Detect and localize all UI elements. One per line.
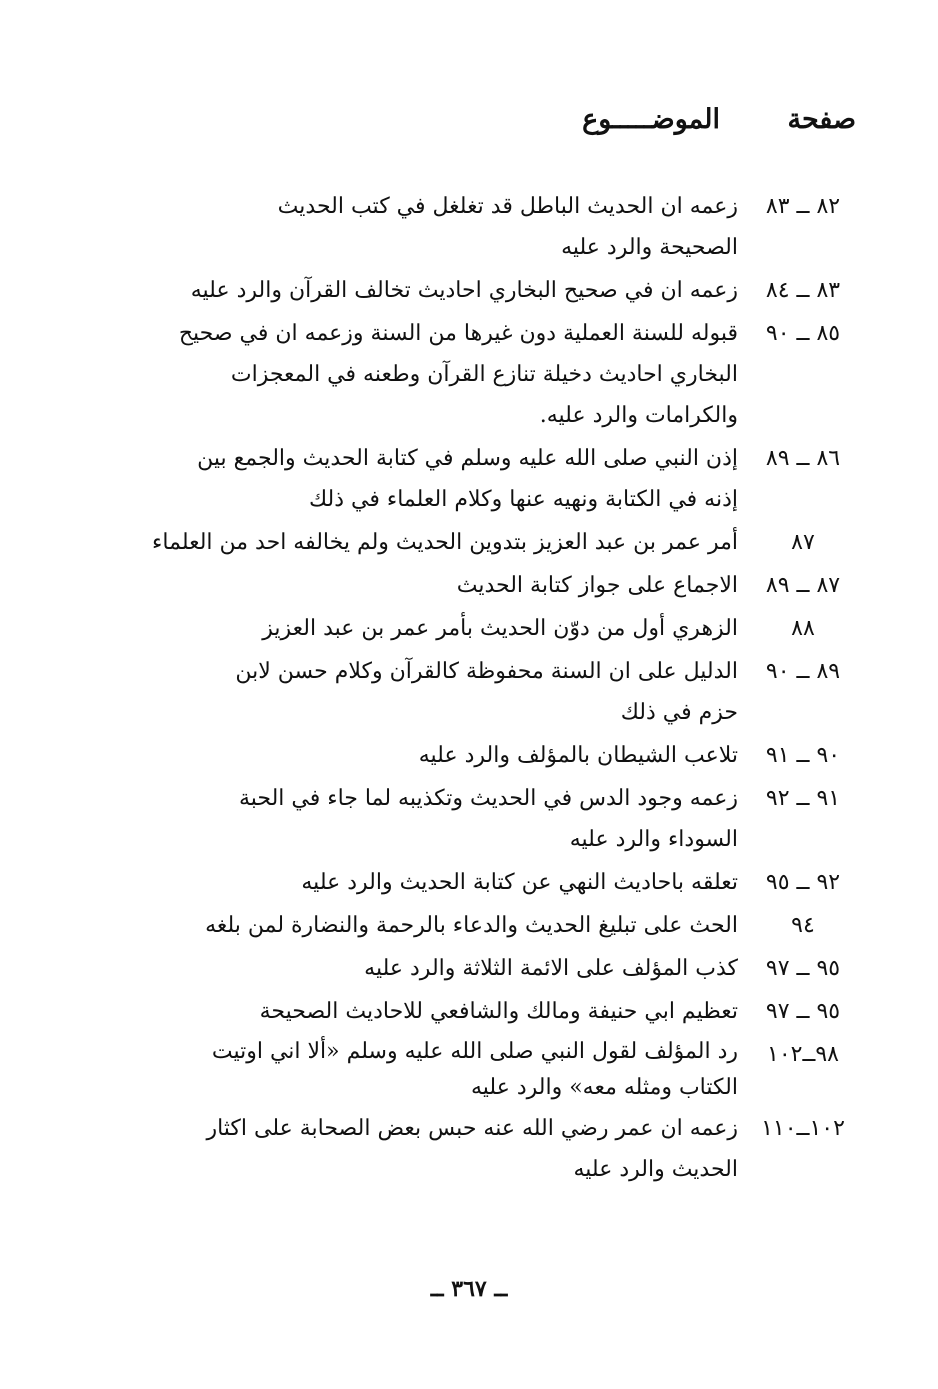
toc-entry [68,313,868,436]
toc-topic: تعلقه باحاديث النهي عن كتابة الحديث والرد عليه [301,870,738,895]
toc-topic: رد المؤلف لقول النبي صلى الله عليه وسلم «ألا اني اوتيت الكتاب ومثله معه» والرد عليه [211,1039,738,1100]
toc-entry [68,778,868,860]
toc-topic: زعمه ان الحديث الباطل قد تغلغل في كتب الحديث الصحيحة والرد عليه [277,194,738,260]
toc-entry [68,522,868,563]
toc-page-range: ٩٨ــ١٠٢ [767,1042,839,1067]
toc-page-range: ٩٤ [791,913,815,938]
toc-entry [68,270,868,311]
toc-topic: زعمه ان في صحيح البخاري احاديث تخالف القرآن والرد عليه [190,278,738,303]
toc-entry [68,565,868,606]
toc-entry [68,608,868,649]
topic-column-heading: الموضـــــوع [582,104,720,135]
toc-page-range: ٩١ ــ ٩٢ [765,786,841,811]
toc-page-range: ٨٣ ــ ٨٤ [765,278,841,303]
toc-page-range: ٨٥ ــ ٩٠ [765,321,841,346]
toc-page-range: ٩٠ ــ ٩١ [765,743,841,768]
toc-page-range: ٨٧ [791,530,815,555]
toc-page-range: ٩٥ ــ ٩٧ [765,956,841,981]
toc-entry [68,1108,868,1190]
toc-topic: زعمه ان عمر رضي الله عنه حبس بعض الصحابة على اكثار الحديث والرد عليه [206,1116,738,1182]
page-column-heading: صفحة [787,104,856,135]
toc-topic: الاجماع على جواز كتابة الحديث [456,573,738,598]
toc-page-range: ٨٦ ــ ٨٩ [765,446,841,471]
toc-page-range: ٨٢ ــ ٨٣ [765,194,841,219]
toc-topic: زعمه وجود الدس في الحديث وتكذيبه لما جاء في الحبة السوداء والرد عليه [238,786,738,852]
toc-entry [68,991,868,1032]
toc-topic: الحث على تبليغ الحديث والدعاء بالرحمة والنضارة لمن بلغه [205,913,738,938]
toc-topic: أمر عمر بن عبد العزيز بتدوين الحديث ولم يخالفه احد من العلماء [152,530,738,555]
toc-entry [68,186,868,268]
toc-entry [68,651,868,733]
toc-page-range: ٩٥ ــ ٩٧ [765,999,841,1024]
toc-entry [68,905,868,946]
toc-topic: قبوله للسنة العملية دون غيرها من السنة وزعمه ان في صحيح البخاري احاديث دخيلة تنازع القرآن وطعنه في المعجزات والكرامات والرد عليه. [178,321,738,428]
toc-entry [68,862,868,903]
toc-topic: الزهري أول من دوّن الحديث بأمر عمر بن عبد العزيز [262,616,738,641]
toc-page-range: ٨٩ ــ ٩٠ [765,659,841,684]
toc-page-range: ٨٧ ــ ٨٩ [765,573,841,598]
toc-topic: تلاعب الشيطان بالمؤلف والرد عليه [418,743,738,768]
toc-entry [68,438,868,520]
toc-entry [68,735,868,776]
toc-topic: تعظيم ابي حنيفة ومالك والشافعي للاحاديث الصحيحة [259,999,738,1024]
toc-page-range: ١٠٢ــ١١٠ [761,1116,845,1141]
table-of-contents [68,186,868,1192]
toc-page-range: ٩٢ ــ ٩٥ [765,870,841,895]
toc-page-range: ٨٨ [791,616,815,641]
toc-topic: إذن النبي صلى الله عليه وسلم في كتابة الحديث والجمع بين إذنه في الكتابة ونهيه عنها وكلام العلماء في ذلك [197,446,738,512]
toc-entry [68,948,868,989]
toc-entry [68,1034,868,1106]
page-number: ــ ٣٦٧ ــ [430,1276,508,1302]
toc-topic: كذب المؤلف على الائمة الثلاثة والرد عليه [364,956,738,981]
toc-topic: الدليل على ان السنة محفوظة كالقرآن وكلام حسن لابن حزم في ذلك [235,659,738,725]
